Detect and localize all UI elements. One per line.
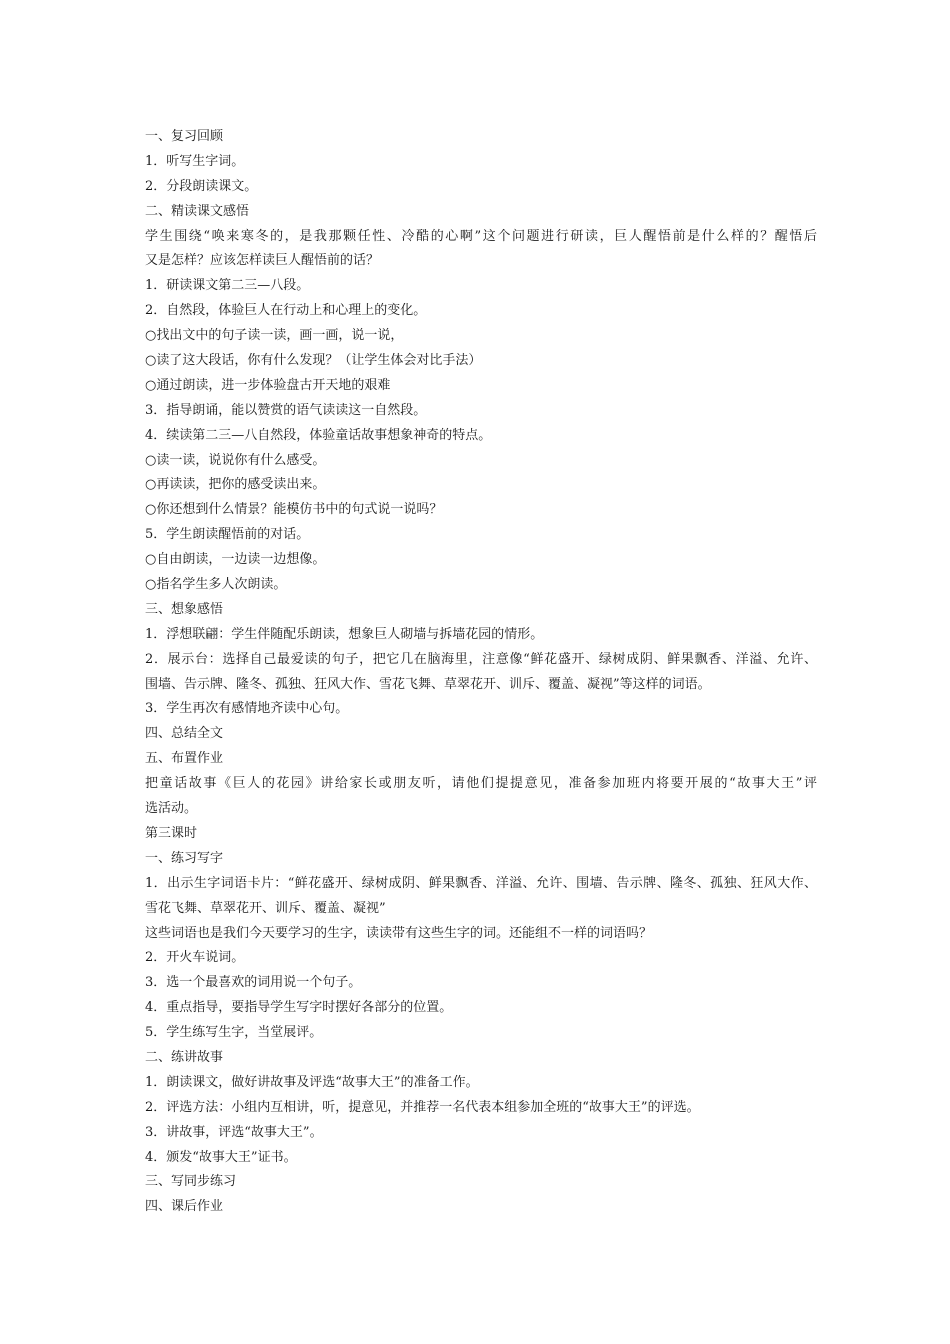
section-heading-summary: 四、总结全文 xyxy=(145,726,224,742)
bullet-line: ○你还想到什么情景？能模仿书中的句式说一说吗？ xyxy=(145,502,443,518)
text-line: 3．讲故事，评选“故事大王”。 xyxy=(145,1124,323,1140)
paragraph-line: 围墙、告示牌、隆冬、孤独、狂风大作、雪花飞舞、草翠花开、训斥、覆盖、凝视”等这样的词语。 xyxy=(145,676,711,692)
text-line: 2．自然段，体验巨人在行动上和心理上的变化。 xyxy=(145,303,427,319)
text-line: 1．听写生字词。 xyxy=(145,153,245,169)
bullet-line: ○再读读，把你的感受读出来。 xyxy=(145,477,326,493)
lesson-heading-third: 第三课时 xyxy=(145,825,198,841)
section-heading-writing: 一、练习写字 xyxy=(145,850,224,866)
section-heading-practice: 三、写同步练习 xyxy=(145,1174,237,1190)
text-line: 4．颁发“故事大王”证书。 xyxy=(145,1149,297,1165)
bullet-line: ○读一读，说说你有什么感受。 xyxy=(145,452,326,468)
paragraph-line: 把童话故事《巨人的花园》讲给家长或朋友听，请他们提提意见，准备参加班内将要开展的“故事大王”评 xyxy=(145,776,817,792)
text-line: 这些词语也是我们今天要学习的生字，读读带有这些生字的词。还能组不一样的词语吗？ xyxy=(145,925,653,941)
text-line: 1．浮想联翩：学生伴随配乐朗读，想象巨人砌墙与拆墙花园的情形。 xyxy=(145,626,544,642)
paragraph-line: 1．出示生字词语卡片：“鲜花盛开、绿树成阴、鲜果飘香、洋溢、允许、围墙、告示牌、隆冬、孤独、狂风大作、 xyxy=(145,875,817,891)
text-line: 3．学生再次有感情地齐读中心句。 xyxy=(145,701,349,717)
paragraph-line: 又是怎样？应该怎样读巨人醒悟前的话？ xyxy=(145,253,380,269)
bullet-line: ○读了这大段话，你有什么发现？（让学生体会对比手法） xyxy=(145,353,482,369)
bullet-line: ○通过朗读，进一步体验盘古开天地的艰难 xyxy=(145,377,391,393)
text-line: 3．指导朗诵，能以赞赏的语气读读这一自然段。 xyxy=(145,402,427,418)
text-line: 2．评选方法：小组内互相讲，听，提意见，并推荐一名代表本组参加全班的“故事大王”的评选。 xyxy=(145,1099,700,1115)
text-line: 1．朗读课文，做好讲故事及评选“故事大王”的准备工作。 xyxy=(145,1074,479,1090)
section-heading-homework: 五、布置作业 xyxy=(145,751,224,767)
text-line: 5．学生练写生字，当堂展评。 xyxy=(145,1025,323,1041)
paragraph-line: 学生围绕“唤来寒冬的，是我那颗任性、冷酷的心啊”这个问题进行研读，巨人醒悟前是什么样的？醒悟后 xyxy=(145,228,817,244)
paragraph-line: 2．展示台：选择自己最爱读的句子，把它几在脑海里，注意像“鲜花盛开、绿树成阴、鲜果飘香、洋溢、允许、 xyxy=(145,651,817,667)
bullet-line: ○指名学生多人次朗读。 xyxy=(145,577,287,593)
text-line: 3．选一个最喜欢的词用说一个句子。 xyxy=(145,975,362,991)
section-heading-storytelling: 二、练讲故事 xyxy=(145,1049,224,1065)
section-heading-imagine: 三、想象感悟 xyxy=(145,601,224,617)
text-line: 5．学生朗读醒悟前的对话。 xyxy=(145,527,310,543)
bullet-line: ○自由朗读，一边读一边想像。 xyxy=(145,552,326,568)
paragraph-line: 雪花飞舞、草翠花开、训斥、覆盖、凝视” xyxy=(145,900,386,916)
paragraph-line: 选活动。 xyxy=(145,801,198,817)
text-line: 4．重点指导，要指导学生写字时摆好各部分的位置。 xyxy=(145,1000,453,1016)
document-body xyxy=(145,125,817,1220)
text-line: 1．研读课文第二三—八段。 xyxy=(145,278,310,294)
text-line: 2．分段朗读课文。 xyxy=(145,178,258,194)
bullet-line: ○找出文中的句子读一读，画一画，说一说， xyxy=(145,328,404,344)
text-line: 2．开火车说词。 xyxy=(145,950,245,966)
text-line: 4．续读第二三—八自然段，体验童话故事想象神奇的特点。 xyxy=(145,427,492,443)
section-heading-review: 一、复习回顾 xyxy=(145,129,224,144)
section-heading-close-reading: 二、精读课文感悟 xyxy=(145,203,250,219)
section-heading-after-class: 四、课后作业 xyxy=(145,1199,224,1215)
